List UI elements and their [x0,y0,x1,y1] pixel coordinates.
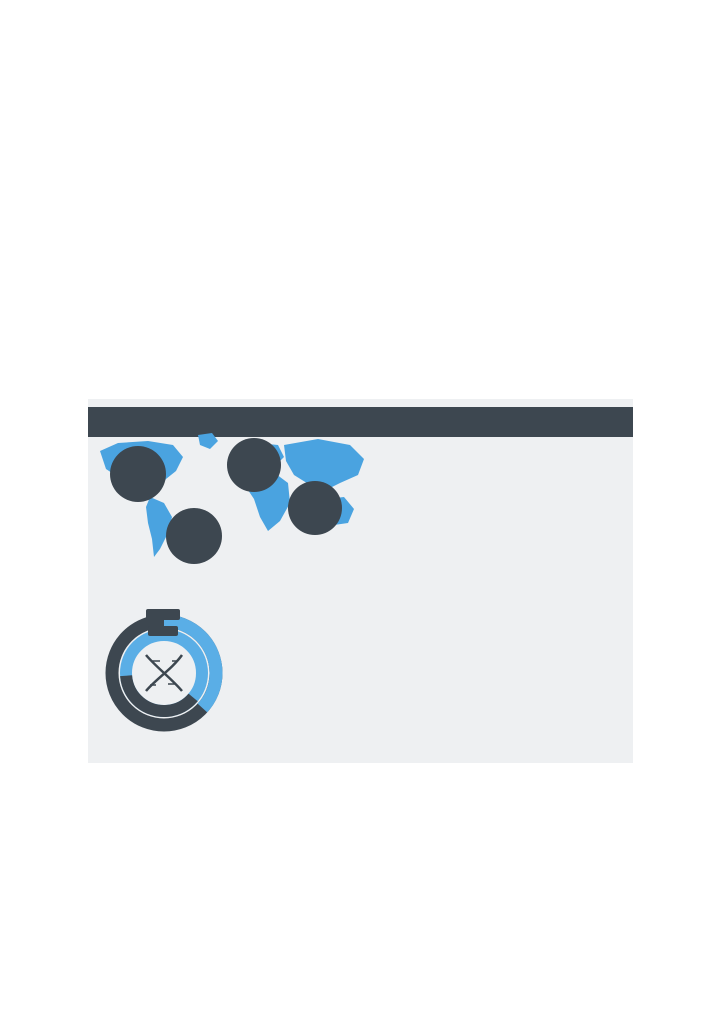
infographic-canvas [88,399,633,763]
region-north-america [110,446,166,502]
region-europe [227,438,281,492]
infographic [88,399,633,763]
region-asia-pacific [288,481,342,535]
dna-icon [146,655,182,691]
region-rest-of-world [166,508,222,564]
types-donut [110,609,217,727]
infographic-banner [88,407,633,437]
